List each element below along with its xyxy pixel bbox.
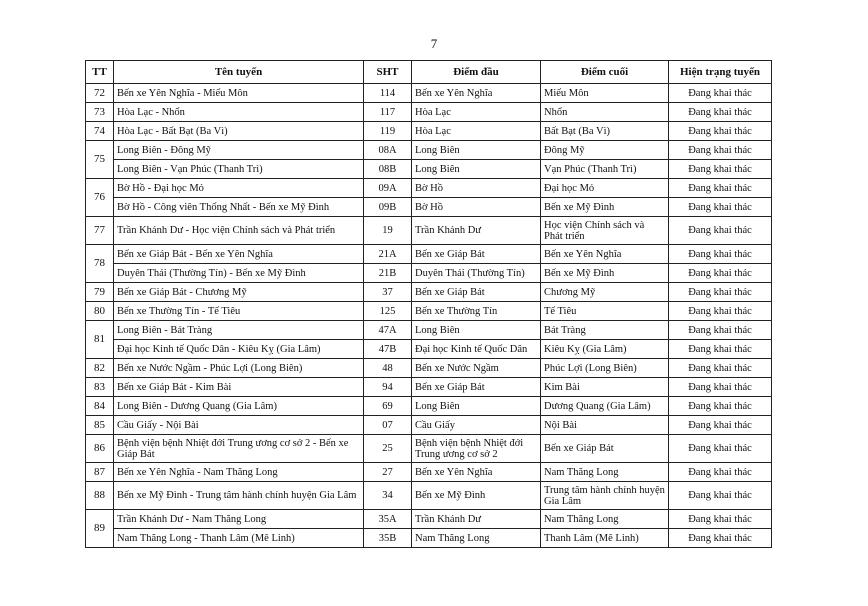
cell-start-point: Trần Khánh Dư xyxy=(412,217,541,245)
cell-start-point: Bến xe Nước Ngầm xyxy=(412,359,541,378)
cell-route-name: Bến xe Giáp Bát - Bến xe Yên Nghĩa xyxy=(114,245,364,264)
table-row xyxy=(86,397,772,416)
cell-route-number: 94 xyxy=(364,378,412,397)
page-number: 7 xyxy=(430,36,438,51)
cell-tt: 85 xyxy=(86,416,114,435)
cell-route-name: Long Biên - Đông Mỹ xyxy=(114,141,364,160)
table-row xyxy=(86,245,772,264)
cell-status: Đang khai thác xyxy=(669,160,772,179)
cell-route-name: Bờ Hồ - Công viên Thống Nhất - Bến xe Mỹ Đình xyxy=(114,198,364,217)
table-row xyxy=(86,482,772,510)
cell-end-point: Học viện Chính sách và Phát triển xyxy=(541,217,669,245)
cell-start-point: Long Biên xyxy=(412,141,541,160)
cell-status: Đang khai thác xyxy=(669,397,772,416)
cell-route-name: Hòa Lạc - Bất Bạt (Ba Vì) xyxy=(114,122,364,141)
cell-end-point: Bát Tràng xyxy=(541,321,669,340)
cell-end-point: Bến xe Mỹ Đình xyxy=(541,264,669,283)
table-row xyxy=(86,302,772,321)
cell-start-point: Bờ Hồ xyxy=(412,179,541,198)
cell-end-point: Nam Thăng Long xyxy=(541,463,669,482)
cell-end-point: Nhổn xyxy=(541,103,669,122)
cell-end-point: Nam Thăng Long xyxy=(541,510,669,529)
table-row xyxy=(86,264,772,283)
header-tt: TT xyxy=(86,61,114,84)
cell-route-name: Bến xe Giáp Bát - Chương Mỹ xyxy=(114,283,364,302)
cell-status: Đang khai thác xyxy=(669,198,772,217)
cell-status: Đang khai thác xyxy=(669,340,772,359)
table-row xyxy=(86,340,772,359)
cell-route-number: 34 xyxy=(364,482,412,510)
cell-route-number: 21B xyxy=(364,264,412,283)
cell-end-point: Chương Mỹ xyxy=(541,283,669,302)
table-header-row xyxy=(86,61,772,84)
cell-tt: 80 xyxy=(86,302,114,321)
cell-end-point: Kiêu Kỵ (Gia Lâm) xyxy=(541,340,669,359)
cell-tt: 76 xyxy=(86,179,114,217)
cell-route-number: 117 xyxy=(364,103,412,122)
cell-status: Đang khai thác xyxy=(669,529,772,548)
table-row xyxy=(86,283,772,302)
cell-route-number: 48 xyxy=(364,359,412,378)
cell-end-point: Tế Tiêu xyxy=(541,302,669,321)
header-status: Hiện trạng tuyến xyxy=(669,61,772,84)
cell-start-point: Cầu Giấy xyxy=(412,416,541,435)
cell-end-point: Đại học Mỏ xyxy=(541,179,669,198)
cell-route-number: 119 xyxy=(364,122,412,141)
cell-start-point: Bờ Hồ xyxy=(412,198,541,217)
cell-route-name: Hòa Lạc - Nhổn xyxy=(114,103,364,122)
cell-route-number: 125 xyxy=(364,302,412,321)
cell-end-point: Thanh Lâm (Mê Linh) xyxy=(541,529,669,548)
cell-status: Đang khai thác xyxy=(669,103,772,122)
cell-route-number: 114 xyxy=(364,84,412,103)
cell-route-number: 37 xyxy=(364,283,412,302)
cell-end-point: Bến xe Mỹ Đình xyxy=(541,198,669,217)
table-row xyxy=(86,84,772,103)
cell-start-point: Đại học Kinh tế Quốc Dân xyxy=(412,340,541,359)
cell-route-number: 08A xyxy=(364,141,412,160)
cell-status: Đang khai thác xyxy=(669,463,772,482)
cell-route-name: Cầu Giấy - Nội Bài xyxy=(114,416,364,435)
cell-status: Đang khai thác xyxy=(669,264,772,283)
cell-route-number: 09B xyxy=(364,198,412,217)
bus-routes-table xyxy=(85,60,772,548)
table-row xyxy=(86,179,772,198)
cell-route-number: 21A xyxy=(364,245,412,264)
cell-route-name: Bến xe Thường Tín - Tế Tiêu xyxy=(114,302,364,321)
cell-tt: 86 xyxy=(86,435,114,463)
cell-status: Đang khai thác xyxy=(669,510,772,529)
table-row xyxy=(86,378,772,397)
cell-tt: 81 xyxy=(86,321,114,359)
cell-start-point: Bến xe Mỹ Đình xyxy=(412,482,541,510)
cell-status: Đang khai thác xyxy=(669,359,772,378)
cell-tt: 73 xyxy=(86,103,114,122)
table-row xyxy=(86,141,772,160)
cell-start-point: Nam Thăng Long xyxy=(412,529,541,548)
cell-route-name: Long Biên - Bát Tràng xyxy=(114,321,364,340)
cell-route-name: Bến xe Giáp Bát - Kim Bài xyxy=(114,378,364,397)
cell-end-point: Kim Bài xyxy=(541,378,669,397)
cell-route-name: Nam Thăng Long - Thanh Lâm (Mê Linh) xyxy=(114,529,364,548)
cell-end-point: Đông Mỹ xyxy=(541,141,669,160)
cell-start-point: Bến xe Giáp Bát xyxy=(412,283,541,302)
cell-route-number: 27 xyxy=(364,463,412,482)
cell-status: Đang khai thác xyxy=(669,435,772,463)
cell-tt: 84 xyxy=(86,397,114,416)
cell-route-name: Bến xe Yên Nghĩa - Nam Thăng Long xyxy=(114,463,364,482)
cell-route-number: 07 xyxy=(364,416,412,435)
cell-route-name: Trần Khánh Dư - Học viện Chính sách và Phát triển xyxy=(114,217,364,245)
cell-tt: 82 xyxy=(86,359,114,378)
cell-route-name: Đại học Kinh tế Quốc Dân - Kiêu Kỵ (Gia Lâm) xyxy=(114,340,364,359)
table-row xyxy=(86,435,772,463)
cell-start-point: Bệnh viện bệnh Nhiệt đới Trung ương cơ sở 2 xyxy=(412,435,541,463)
cell-start-point: Long Biên xyxy=(412,160,541,179)
header-route-name: Tên tuyến xyxy=(114,61,364,84)
cell-end-point: Vạn Phúc (Thanh Trì) xyxy=(541,160,669,179)
cell-tt: 74 xyxy=(86,122,114,141)
cell-tt: 89 xyxy=(86,510,114,548)
cell-end-point: Bất Bạt (Ba Vì) xyxy=(541,122,669,141)
table-row xyxy=(86,198,772,217)
cell-status: Đang khai thác xyxy=(669,217,772,245)
cell-route-number: 09A xyxy=(364,179,412,198)
cell-route-name: Bệnh viện bệnh Nhiệt đới Trung ương cơ sở 2 - Bến xe Giáp Bát xyxy=(114,435,364,463)
cell-route-name: Trần Khánh Dư - Nam Thăng Long xyxy=(114,510,364,529)
cell-start-point: Duyên Thái (Thường Tín) xyxy=(412,264,541,283)
table-row xyxy=(86,416,772,435)
cell-route-number: 35A xyxy=(364,510,412,529)
header-end-point: Điểm cuối xyxy=(541,61,669,84)
cell-status: Đang khai thác xyxy=(669,141,772,160)
cell-status: Đang khai thác xyxy=(669,245,772,264)
cell-start-point: Hòa Lạc xyxy=(412,103,541,122)
cell-tt: 75 xyxy=(86,141,114,179)
cell-end-point: Phúc Lợi (Long Biên) xyxy=(541,359,669,378)
cell-start-point: Long Biên xyxy=(412,321,541,340)
cell-status: Đang khai thác xyxy=(669,122,772,141)
cell-route-name: Bến xe Nước Ngầm - Phúc Lợi (Long Biên) xyxy=(114,359,364,378)
cell-status: Đang khai thác xyxy=(669,482,772,510)
cell-route-number: 47A xyxy=(364,321,412,340)
cell-tt: 78 xyxy=(86,245,114,283)
cell-tt: 87 xyxy=(86,463,114,482)
cell-start-point: Bến xe Yên Nghĩa xyxy=(412,84,541,103)
table-row xyxy=(86,510,772,529)
cell-route-name: Long Biên - Vạn Phúc (Thanh Trì) xyxy=(114,160,364,179)
table-row xyxy=(86,529,772,548)
cell-start-point: Bến xe Yên Nghĩa xyxy=(412,463,541,482)
cell-end-point: Bến xe Giáp Bát xyxy=(541,435,669,463)
table-row xyxy=(86,463,772,482)
table-row xyxy=(86,103,772,122)
cell-end-point: Miếu Môn xyxy=(541,84,669,103)
cell-route-number: 08B xyxy=(364,160,412,179)
cell-status: Đang khai thác xyxy=(669,378,772,397)
cell-route-name: Bến xe Mỹ Đình - Trung tâm hành chính huyện Gia Lâm xyxy=(114,482,364,510)
cell-tt: 83 xyxy=(86,378,114,397)
cell-route-name: Bến xe Yên Nghĩa - Miếu Môn xyxy=(114,84,364,103)
table-row xyxy=(86,359,772,378)
cell-route-number: 35B xyxy=(364,529,412,548)
cell-status: Đang khai thác xyxy=(669,179,772,198)
table-row xyxy=(86,321,772,340)
cell-route-name: Bờ Hồ - Đại học Mỏ xyxy=(114,179,364,198)
cell-tt: 79 xyxy=(86,283,114,302)
table-row xyxy=(86,217,772,245)
cell-end-point: Nội Bài xyxy=(541,416,669,435)
cell-tt: 72 xyxy=(86,84,114,103)
cell-start-point: Long Biên xyxy=(412,397,541,416)
cell-start-point: Bến xe Thường Tín xyxy=(412,302,541,321)
cell-tt: 77 xyxy=(86,217,114,245)
cell-status: Đang khai thác xyxy=(669,84,772,103)
cell-end-point: Trung tâm hành chính huyện Gia Lâm xyxy=(541,482,669,510)
cell-route-number: 69 xyxy=(364,397,412,416)
cell-status: Đang khai thác xyxy=(669,302,772,321)
cell-route-number: 47B xyxy=(364,340,412,359)
cell-status: Đang khai thác xyxy=(669,321,772,340)
cell-tt: 88 xyxy=(86,482,114,510)
header-route-number: SHT xyxy=(364,61,412,84)
cell-route-name: Duyên Thái (Thường Tín) - Bến xe Mỹ Đình xyxy=(114,264,364,283)
cell-start-point: Bến xe Giáp Bát xyxy=(412,245,541,264)
cell-status: Đang khai thác xyxy=(669,416,772,435)
table-row xyxy=(86,122,772,141)
cell-route-number: 25 xyxy=(364,435,412,463)
cell-start-point: Bến xe Giáp Bát xyxy=(412,378,541,397)
table-row xyxy=(86,160,772,179)
cell-status: Đang khai thác xyxy=(669,283,772,302)
cell-start-point: Hòa Lạc xyxy=(412,122,541,141)
table-body xyxy=(86,84,772,548)
header-start-point: Điểm đầu xyxy=(412,61,541,84)
cell-route-number: 19 xyxy=(364,217,412,245)
cell-end-point: Dương Quang (Gia Lâm) xyxy=(541,397,669,416)
cell-route-name: Long Biên - Dương Quang (Gia Lâm) xyxy=(114,397,364,416)
cell-end-point: Bến xe Yên Nghĩa xyxy=(541,245,669,264)
cell-start-point: Trần Khánh Dư xyxy=(412,510,541,529)
